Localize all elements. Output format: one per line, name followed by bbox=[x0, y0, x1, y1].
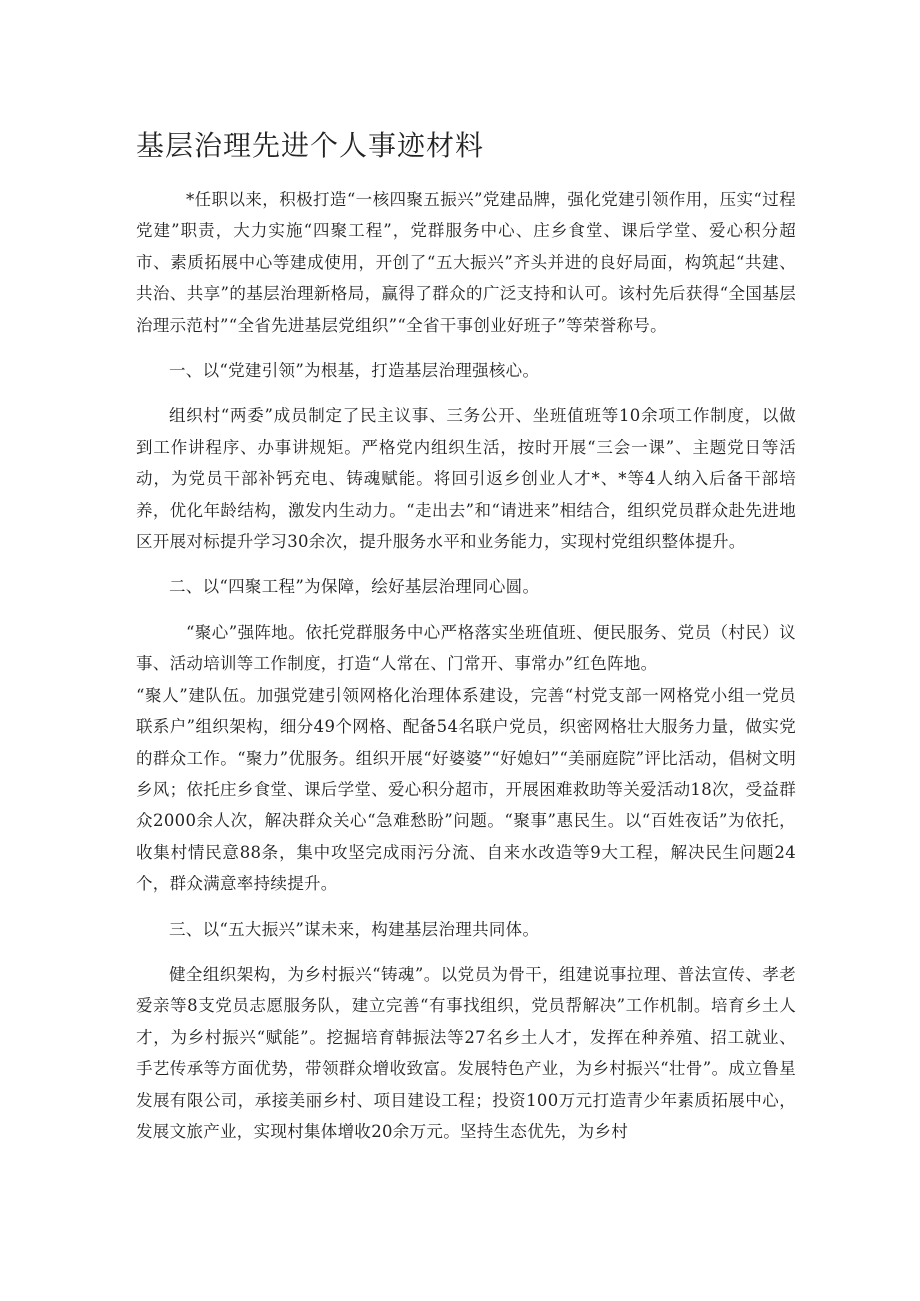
section-3-paragraph: 健全组织架构，为乡村振兴“铸魂”。以党员为骨干，组建说事拉理、普法宣传、孝老爱亲等8支党员志愿服务队，建立完善“有事找组织，党员帮解决”工作机制。培育乡土人才，为乡村振兴“赋能”。挖掘培育韩振法等27名乡土人才，发挥在种养殖、招工就业、手艺传承等方面优势，带领群众增收致富。发展特色产业，为乡村振兴“壮骨”。成立鲁星发展有限公司，承接美丽乡村、项目建设工程；投资100万元打造青少年素质拓展中心，发展文旅产业，实现村集体增收20余万元。坚持生态优先，为乡村 bbox=[136, 964, 796, 1141]
section-2-paragraph-2: “聚人”建队伍。加强党建引领网格化治理体系建设，完善“村党支部一网格党小组一党员联系户”组织架构，细分49个网格、配备54名联户党员，织密网格壮大服务力量，做实党的群众工作。“聚力”优服务。组织开展“好婆婆”“好媳妇”“美丽庭院”评比活动，倡树文明乡风；依托庄乡食堂、课后学堂、爱心积分超市，开展困难救助等关爱活动18次，受益群众2000余人次，解决群众关心“急难愁盼”问题。“聚事”惠民生。以“百姓夜话”为依托，收集村情民意88条，集中攻坚完成雨污分流、自来水改造等9大工程，解决民生问题24个，群众满意率持续提升。 bbox=[136, 685, 796, 894]
section-3-heading: 三、以“五大振兴”谋未来，构建基层治理共同体。 bbox=[169, 919, 540, 939]
section-1-heading: 一、以“党建引领”为根基，打造基层治理强核心。 bbox=[169, 361, 540, 381]
document-title: 基层治理先进个人事迹材料 bbox=[136, 129, 485, 162]
section-1-paragraph: 组织村“两委”成员制定了民主议事、三务公开、坐班值班等10余项工作制度，以做到工作讲程序、办事讲规矩。严格党内组织生活，按时开展“三会一课”、主题党日等活动，为党员干部补钙充电、铸魂赋能。将回引返乡创业人才*、*等4人纳入后备干部培养，优化年龄结构，激发内生动力。“走出去”和“请进来”相结合，组织党员群众赴先进地区开展对标提升学习30余次，提升服务水平和业务能力，实现村党组织整体提升。 bbox=[136, 406, 796, 552]
intro-paragraph: *任职以来，积极打造“一核四聚五振兴”党建品牌，强化党建引领作用，压实“过程党建”职责，大力实施“四聚工程”，党群服务中心、庄乡食堂、课后学堂、爱心积分超市、素质拓展中心等建成使用，开创了“五大振兴”齐头并进的良好局面，构筑起“共建、共治、共享”的基层治理新格局，赢得了群众的广泛支持和认可。该村先后获得“全国基层治理示范村”“全省先进基层党组织”“全省干事创业好班子”等荣誉称号。 bbox=[136, 190, 796, 335]
section-2-heading: 二、以“四聚工程”为保障，绘好基层治理同心圆。 bbox=[169, 577, 540, 597]
document-body bbox=[136, 184, 796, 1147]
section-2-paragraph-1: “聚心”强阵地。依托党群服务中心严格落实坐班值班、便民服务、党员（村民）议事、活动培训等工作制度，打造“人常在、门常开、事常办”红色阵地。 bbox=[136, 622, 796, 674]
